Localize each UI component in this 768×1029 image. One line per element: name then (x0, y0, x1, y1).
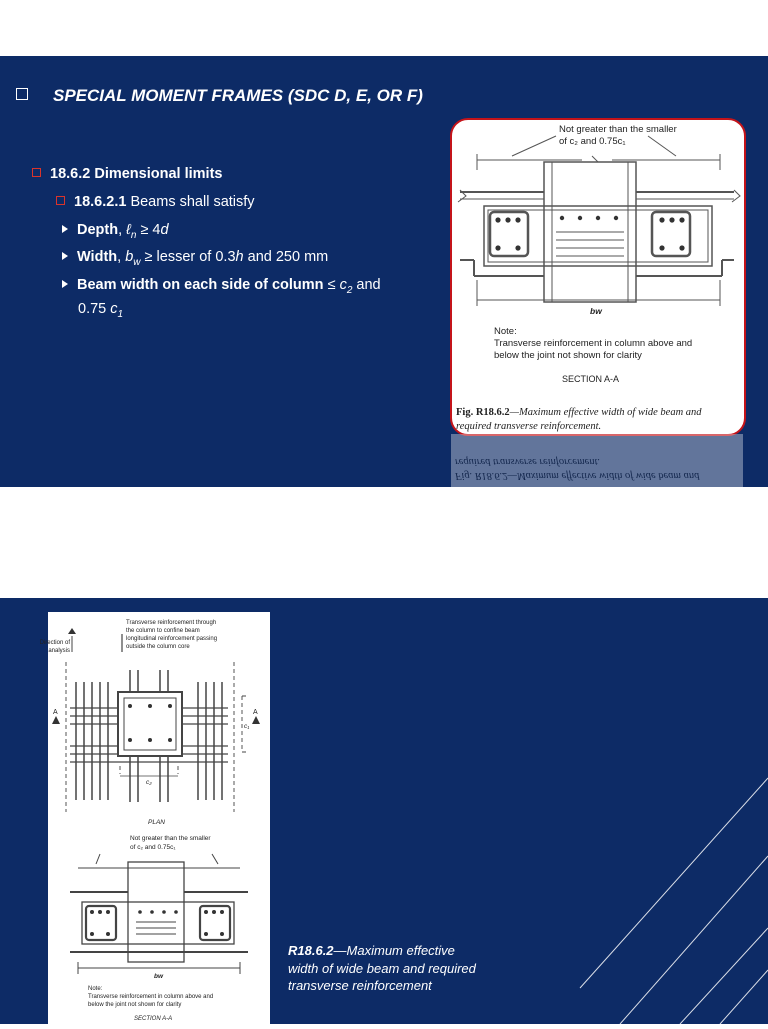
svg-text:required transverse reinforcem: required transverse reinforcement. (456, 421, 602, 432)
bullet-dimensional-limits: 18.6.2 Dimensional limits (32, 165, 222, 183)
svg-text:Note:: Note: (88, 986, 103, 992)
svg-text:required transverse reinforcem: required transverse reinforcement. (455, 456, 601, 467)
svg-text:Transverse reinforcement throu: Transverse reinforcement through (126, 620, 217, 626)
bullet-depth: Depth, ℓ$_n$ ≥ 4d (62, 221, 169, 245)
bullet-width: Width, $b_w$ ≥ lesser of 0.3h and 250 mm (62, 248, 328, 272)
slide-1 (0, 56, 768, 487)
svg-text:c₁: c₁ (244, 723, 250, 730)
svg-text:PLAN: PLAN (148, 819, 165, 826)
svg-text:bw: bw (590, 306, 602, 316)
svg-text:SECTION A-A: SECTION A-A (562, 374, 620, 384)
triangle-bullet-icon (62, 225, 68, 233)
svg-text:Fig. R18.6.2—Maximum effective: Fig. R18.6.2—Maximum effective width of wide beam and (456, 407, 702, 418)
figure-r18-6-2-plan-section (39, 612, 270, 1024)
svg-text:SECTION A-A: SECTION A-A (134, 1016, 173, 1022)
wide-beam-section-diagram (452, 120, 744, 434)
plan-and-section-diagram (39, 612, 270, 1024)
svg-text:Not greater than the smaller: Not greater than the smaller (559, 124, 677, 135)
svg-text:the column to confine beam: the column to confine beam (126, 628, 200, 634)
figure-reflection (451, 434, 743, 488)
svg-text:Fig. R18.6.2—Maximum effective: Fig. R18.6.2—Maximum effective width of wide beam and (455, 470, 700, 481)
svg-text:Transverse reinforcement in co: Transverse reinforcement in column above and (88, 994, 214, 1000)
decorative-lines (560, 748, 768, 1024)
svg-text:of c₂ and 0.75c₁: of c₂ and 0.75c₁ (130, 844, 176, 851)
checkbox-bullet-icon (16, 88, 28, 100)
svg-text:c₂: c₂ (146, 779, 152, 786)
figure-caption: R18.6.2—Maximum effective width of wide beam and required transverse reinforcement (288, 943, 476, 993)
svg-text:Not greater than the smaller: Not greater than the smaller (130, 835, 211, 842)
svg-text:Note:: Note: (494, 326, 517, 337)
svg-text:longitudinal reinforcement pas: longitudinal reinforcement passing (126, 636, 218, 642)
svg-text:analysis: analysis (48, 648, 70, 654)
svg-text:below the joint not shown for: below the joint not shown for clarity (494, 350, 642, 361)
triangle-bullet-icon (62, 252, 68, 260)
svg-text:below the joint not shown for: below the joint not shown for clarity (88, 1002, 182, 1008)
svg-text:bw: bw (154, 973, 164, 980)
figure-r18-6-2 (450, 118, 746, 436)
bullet-beam-width-each-side: Beam width on each side of column ≤ $c_2$ and 0.75 $c_1$ (62, 276, 432, 324)
square-bullet-icon (56, 196, 65, 205)
square-bullet-icon (32, 168, 41, 177)
svg-text:A: A (253, 709, 258, 716)
svg-text:outside the column core: outside the column core (126, 644, 190, 650)
svg-text:A: A (53, 709, 58, 716)
svg-text:Direction of: Direction of (39, 640, 70, 646)
bullet-beams-satisfy: 18.6.2.1 Beams shall satisfy (56, 193, 255, 211)
slide-2 (0, 598, 768, 1024)
svg-text:Transverse reinforcement in co: Transverse reinforcement in column above and (494, 338, 693, 349)
slide-title: SPECIAL MOMENT FRAMES (SDC D, E, OR F) (16, 86, 423, 106)
triangle-bullet-icon (62, 280, 68, 288)
svg-text:of c₂ and 0.75c₁: of c₂ and 0.75c₁ (559, 136, 626, 147)
